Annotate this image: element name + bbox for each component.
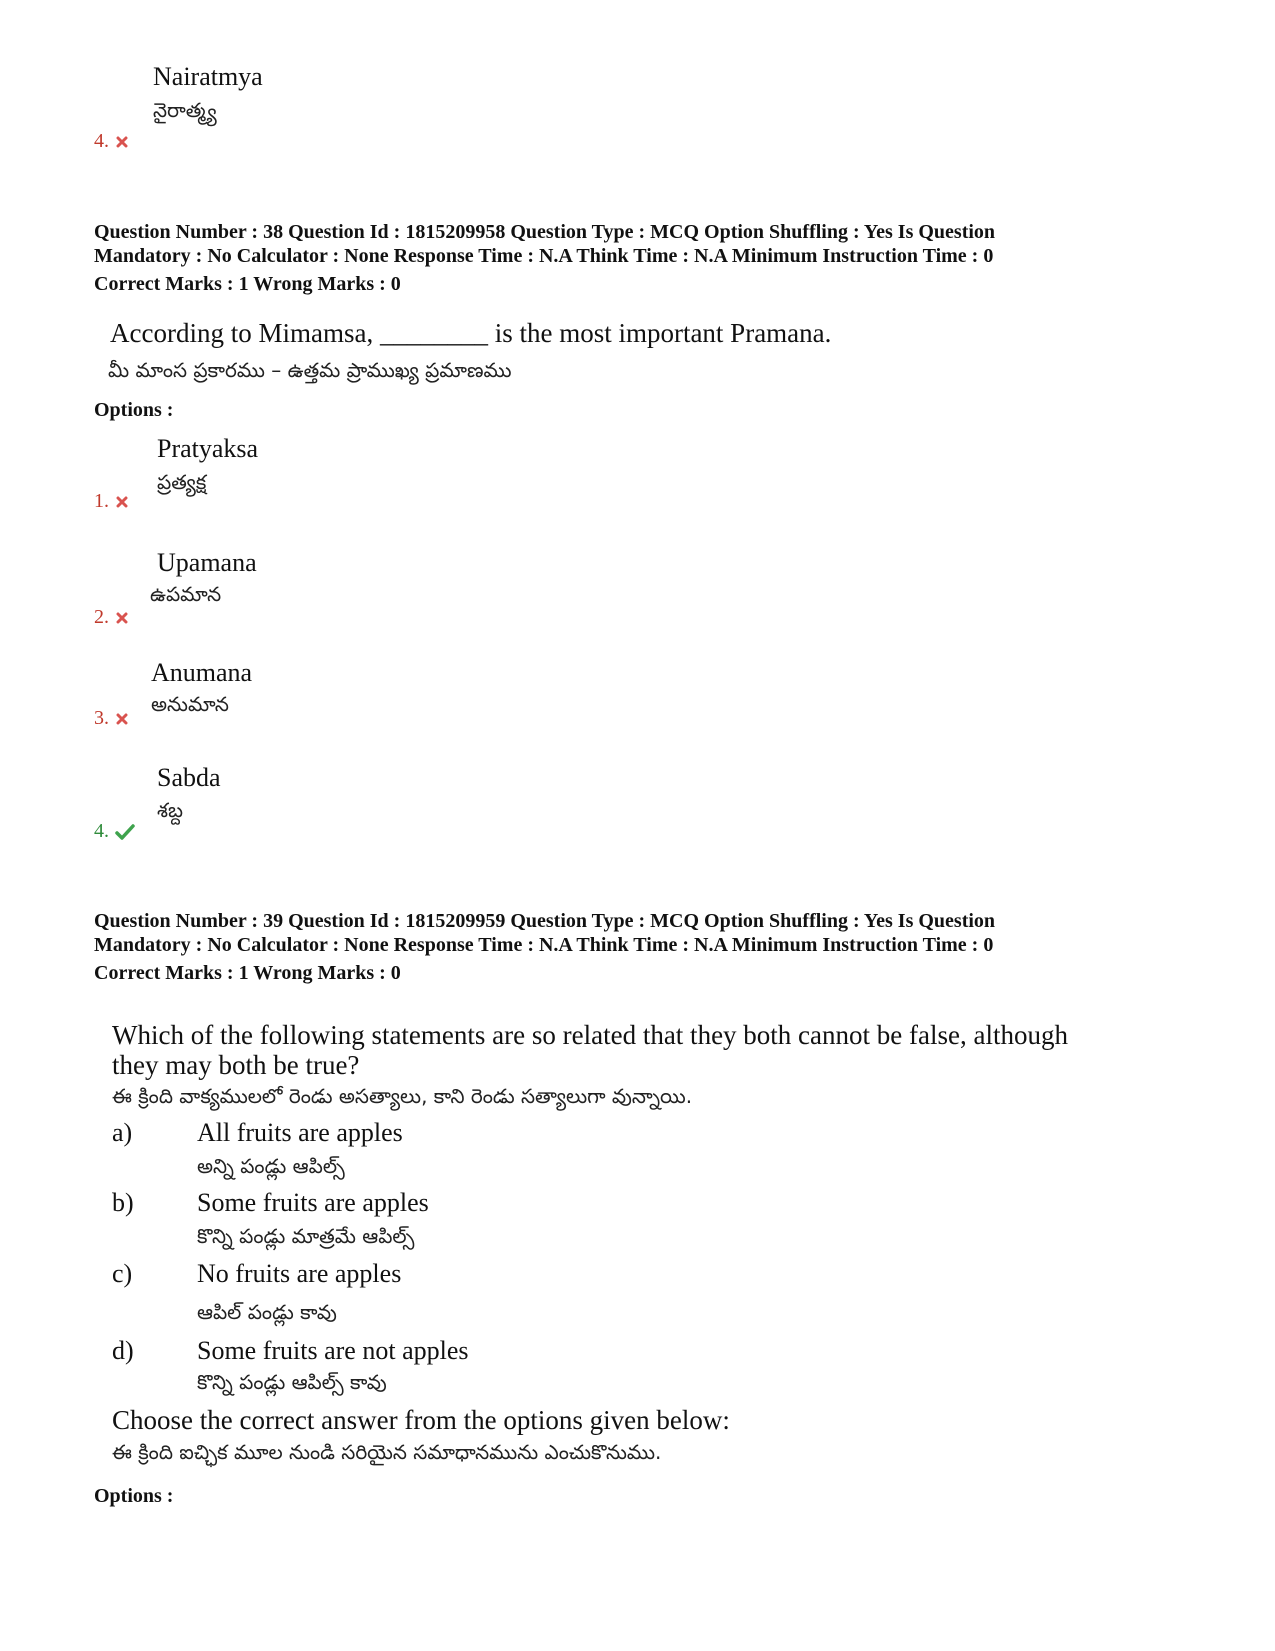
- cross-icon: [115, 712, 129, 726]
- q38-marks: Correct Marks : 1 Wrong Marks : 0: [94, 273, 401, 295]
- prev-option-4-te: నైరాత్మ్య: [153, 98, 217, 122]
- q38-option-1-number: [94, 490, 129, 513]
- q38-option-3-en: Anumana: [151, 658, 253, 687]
- option-number: 2.: [94, 606, 109, 628]
- q38-meta-line-2: Mandatory : No Calculator : None Response Time : N.A Think Time : N.A Minimum Instruction Time : 0: [94, 245, 994, 267]
- option-number: 4.: [94, 820, 109, 842]
- option-number: 3.: [94, 707, 109, 729]
- cross-icon: [115, 495, 129, 509]
- q38-option-1-te: ప్రత్యక్ష: [157, 470, 207, 494]
- statement-b-te: కొన్ని పండ్లు మాత్రమే ఆపిల్స్: [197, 1224, 415, 1248]
- q39-meta-line-1: Question Number : 39 Question Id : 1815209959 Question Type : MCQ Option Shuffling : Yes Is Question: [94, 910, 996, 932]
- statement-b-en: Some fruits are apples: [197, 1188, 429, 1217]
- q39-question-te: ఈ క్రింది వాక్యములలో రెండు అసత్యాలు, కాని రెండు సత్యాలుగా వున్నాయి.: [112, 1084, 693, 1108]
- q38-option-4-number: [94, 820, 135, 843]
- statement-d-label: d): [112, 1336, 134, 1365]
- cross-icon: [115, 135, 129, 149]
- statement-a-label: a): [112, 1118, 133, 1147]
- q38-option-1-en: Pratyaksa: [157, 434, 259, 463]
- option-number: 4.: [94, 130, 109, 152]
- q38-option-4-en: Sabda: [157, 763, 221, 792]
- q39-question-en-2: they may both be true?: [112, 1050, 360, 1080]
- q39-choose-en: Choose the correct answer from the options given below:: [112, 1405, 730, 1435]
- q38-option-4-te: శబ్ద: [157, 798, 183, 822]
- q38-options-label: Options :: [94, 399, 174, 421]
- statement-a-en: All fruits are apples: [197, 1118, 403, 1147]
- q38-option-3-te: అనుమాన: [151, 692, 229, 716]
- prev-option-4-number: [94, 130, 129, 153]
- q38-option-2-te: ఉపమాన: [150, 582, 222, 606]
- q38-option-2-number: [94, 606, 129, 629]
- q39-options-label: Options :: [94, 1485, 174, 1507]
- q38-meta-line-1: Question Number : 38 Question Id : 1815209958 Question Type : MCQ Option Shuffling : Yes Is Question: [94, 221, 996, 243]
- statement-b-label: b): [112, 1188, 134, 1217]
- statement-d-en: Some fruits are not apples: [197, 1336, 469, 1365]
- statement-c-en: No fruits are apples: [197, 1259, 402, 1288]
- option-number: 1.: [94, 490, 109, 512]
- q38-option-3-number: [94, 707, 129, 730]
- q38-question-en: According to Mimamsa, ________ is the most important Pramana.: [110, 318, 832, 348]
- prev-option-4-en: Nairatmya: [153, 62, 263, 91]
- q39-meta-line-2: Mandatory : No Calculator : None Response Time : N.A Think Time : N.A Minimum Instruction Time : 0: [94, 934, 994, 956]
- q38-question-te: మీ మాంస ప్రకారము – ఉత్తమ ప్రాముఖ్య ప్రమాణము: [108, 358, 512, 382]
- statement-a-te: అన్ని పండ్లు ఆపిల్స్: [197, 1154, 345, 1178]
- cross-icon: [115, 611, 129, 625]
- statement-d-te: కొన్ని పండ్లు ఆపిల్స్ కావు: [197, 1370, 387, 1394]
- q39-question-en-1: Which of the following statements are so related that they both cannot be false, although: [112, 1020, 1068, 1050]
- statement-c-te: ఆపిల్ పండ్లు కావు: [197, 1300, 337, 1324]
- q39-marks: Correct Marks : 1 Wrong Marks : 0: [94, 962, 401, 984]
- q38-option-2-en: Upamana: [157, 548, 257, 577]
- statement-c-label: c): [112, 1259, 133, 1288]
- check-icon: [115, 824, 135, 840]
- q39-choose-te: ఈ క్రింది ఐచ్ఛిక మూల నుండి సరియైన సమాధానమును ఎంచుకొనుము.: [112, 1440, 662, 1464]
